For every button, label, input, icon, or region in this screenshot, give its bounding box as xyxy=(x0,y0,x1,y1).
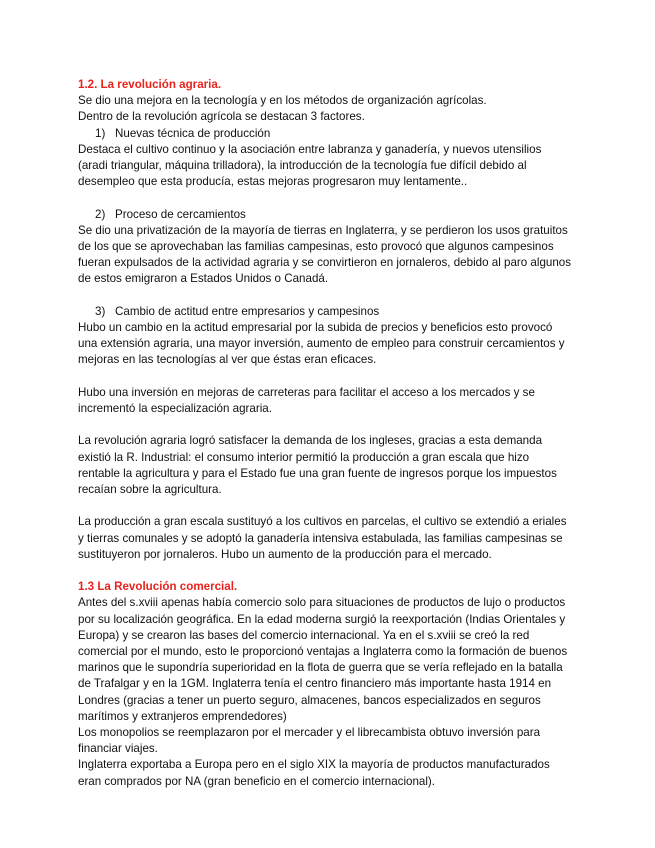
paragraph-gap xyxy=(78,288,595,304)
body-line: Se dio una privatización de la mayoría de tierras en Inglaterra, y se perdieron los usos gratuitos xyxy=(78,223,568,237)
body-line: financiar viajes. xyxy=(78,742,158,756)
paragraph-gap xyxy=(78,498,595,514)
list-title: Nuevas técnica de producción xyxy=(115,126,271,140)
body-line: marinos que le supondría superioridad en la flota de guerra que se vería reflejado en la batalla xyxy=(78,661,563,675)
body-line: Inglaterra exportaba a Europa pero en el siglo XIX la mayoría de productos manufacturados xyxy=(78,758,550,772)
intro-line: Dentro de la revolución agrícola se destacan 3 factores. xyxy=(78,110,365,124)
intro-line: Se dio una mejora en la tecnología y en los métodos de organización agrícolas. xyxy=(78,94,487,108)
body-line: fueran expulsados de la actividad agraria y se convirtieron en jornaleros, debido al paro algunos xyxy=(78,256,572,270)
list-number: 1) xyxy=(95,126,106,140)
body-line: una extensión agraria, una mayor inversión, aumento de empleo para construir cercamientos y xyxy=(78,337,565,351)
list-item-heading xyxy=(78,207,595,223)
paragraph-gap xyxy=(78,190,595,206)
list-item-heading xyxy=(78,126,595,142)
body-line: mejoras en las tecnologías al ver que éstas eran eficaces. xyxy=(78,353,377,367)
paragraph-gap xyxy=(78,417,595,433)
body-line: sustituyeron por jornaleros. Hubo un aumento de la producción para el mercado. xyxy=(78,547,492,561)
body-line: y tierras comunales y se adoptó la ganadería intensiva estabulada, las familias campesinas se xyxy=(78,531,563,545)
body-line: Antes del s.xviii apenas había comercio solo para situaciones de productos de lujo o productos xyxy=(78,596,566,610)
list-number: 2) xyxy=(95,207,106,221)
body-line: Hubo una inversión en mejoras de carreteras para facilitar el acceso a los mercados y se xyxy=(78,385,535,399)
body-line: incrementó la especialización agraria. xyxy=(78,402,272,416)
section-heading-agrarian: 1.2. La revolución agraria. xyxy=(78,78,222,91)
list-item-heading xyxy=(78,304,595,320)
body-line: Destaca el cultivo continuo y la asociación entre labranza y ganadería, y nuevos utensilios xyxy=(78,142,542,156)
body-line: Hubo un cambio en la actitud empresarial por la subida de precios y beneficios esto provocó xyxy=(78,321,553,335)
body-line: de los que se aprovechaban las familias campesinas, esto provocó que algunos campesinos xyxy=(78,240,554,254)
body-line: Europa) y se crearon las bases del comercio internacional. Ya en el s.xviii se creó la red xyxy=(78,628,530,642)
section-heading-commercial: 1.3 La Revolución comercial. xyxy=(78,580,238,594)
body-line: de estos emigraron a Estados Unidos o Canadá. xyxy=(78,272,329,286)
body-line: rentable la agricultura y para el Estado fue una gran fuente de ingresos porque los impuestos xyxy=(78,466,557,480)
body-line: La producción a gran escala sustituyó a los cultivos en parcelas, el cultivo se extendió a eriales xyxy=(78,515,567,529)
body-line: de Trafalgar y en la 1GM. Inglaterra tenía el centro financiero más importante hasta 1914 en xyxy=(78,677,552,691)
body-line: por su localización geográfica. En la edad moderna surgió la reexportación (Indias Orientales y xyxy=(78,612,566,626)
body-line: eran comprados por NA (gran beneficio en el comercio internacional). xyxy=(78,774,436,788)
body-line: (aradi triangular, máquina trilladora), la introducción de la tecnología fue difícil debido al xyxy=(78,159,527,173)
paragraph-gap xyxy=(78,563,595,579)
body-line: comercial por el mundo, esto le proporcionó ventajas a Inglaterra como la formación de buenos xyxy=(78,645,568,659)
body-line: existió la R. Industrial: el consumo interior permitió la producción a gran escala que hizo xyxy=(78,450,530,464)
list-number: 3) xyxy=(95,304,106,318)
body-line: recaían sobre la agricultura. xyxy=(78,483,222,497)
body-line: marítimos y extranjeros emprendedores) xyxy=(78,709,287,723)
body-line: Los monopolios se reemplazaron por el mercader y el librecambista obtuvo inversión para xyxy=(78,726,541,740)
paragraph-gap xyxy=(78,369,595,385)
body-line: desempleo que esta producía, estas mejoras progresaron muy lentamente.. xyxy=(78,175,468,189)
body-line: Londres (gracias a tener un puerto seguro, almacenes, bancos especializados en seguros xyxy=(78,693,541,707)
list-title: Cambio de actitud entre empresarios y campesinos xyxy=(115,304,380,318)
body-line: La revolución agraria logró satisfacer la demanda de los ingleses, gracias a esta demanda xyxy=(78,434,543,448)
list-title: Proceso de cercamientos xyxy=(115,207,246,221)
